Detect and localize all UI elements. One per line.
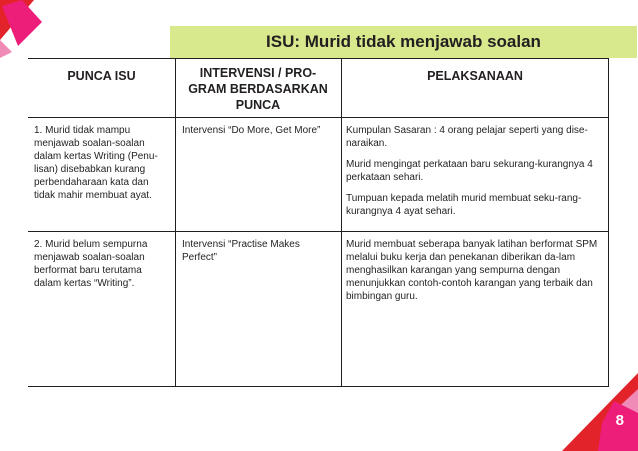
- row-1-pelaksanaan-para-1: Kumpulan Sasaran : 4 orang pelajar seperti yang dise-naraikan.: [346, 125, 588, 149]
- row-2-punca: 2. Murid belum sempurna menjawab soalan-soalan berformat baru terutama dalam kertas “Writing”.: [34, 239, 148, 289]
- column-divider-2: [341, 59, 342, 386]
- header-intervensi: [175, 65, 341, 113]
- row-2-intervensi: Intervensi “Practise Makes Perfect”: [182, 239, 300, 263]
- corner-decoration-bottom-right: [558, 371, 638, 451]
- row-divider-1: [28, 231, 608, 232]
- header-intervensi-line-2: GRAM BERDASARKAN: [188, 82, 328, 96]
- page-badge-icon: [558, 371, 638, 451]
- header-intervensi-line-3: PUNCA: [235, 98, 281, 112]
- row-1-pelaksanaan: [346, 124, 604, 218]
- title-bar: [170, 26, 637, 58]
- row-divider-header: [28, 117, 608, 118]
- page-number: 8: [615, 412, 624, 429]
- corner-shapes-icon: [0, 0, 60, 60]
- page-title: ISU: Murid tidak menjawab soalan: [266, 32, 541, 51]
- row-1-pelaksanaan-para-3: Tumpuan kepada melatih murid membuat seku-rang-kurangnya 4 ayat sehari.: [346, 193, 582, 217]
- header-punca-isu: PUNCA ISU: [67, 69, 136, 83]
- header-intervensi-line-1: INTERVENSI / PRO-: [199, 66, 317, 80]
- header-pelaksanaan: PELAKSANAAN: [427, 69, 523, 83]
- row-2-pelaksanaan-para-1: Murid membuat seberapa banyak latihan berformat SPM melalui buku kerja dan penekanan diberikan da-lam menghasilkan karangan yang sempurna dengan menunjukkan contoh-contoh karangan yang terbaik dan bimbingan guru.: [346, 239, 598, 302]
- corner-decoration-top-left: [0, 0, 60, 60]
- row-2-pelaksanaan: [346, 238, 604, 303]
- issue-table: [28, 58, 609, 387]
- row-1-intervensi: Intervensi “Do More, Get More”: [182, 125, 321, 136]
- row-1-punca: 1. Murid tidak mampu menjawab soalan-soalan dalam kertas Writing (Penu-lisan) disebabkan kurang perbendaharaan kata dan tidak mahir membuat ayat.: [34, 125, 158, 201]
- row-1-pelaksanaan-para-2: Murid mengingat perkataan baru sekurang-kurangnya 4 perkataan sehari.: [346, 159, 593, 183]
